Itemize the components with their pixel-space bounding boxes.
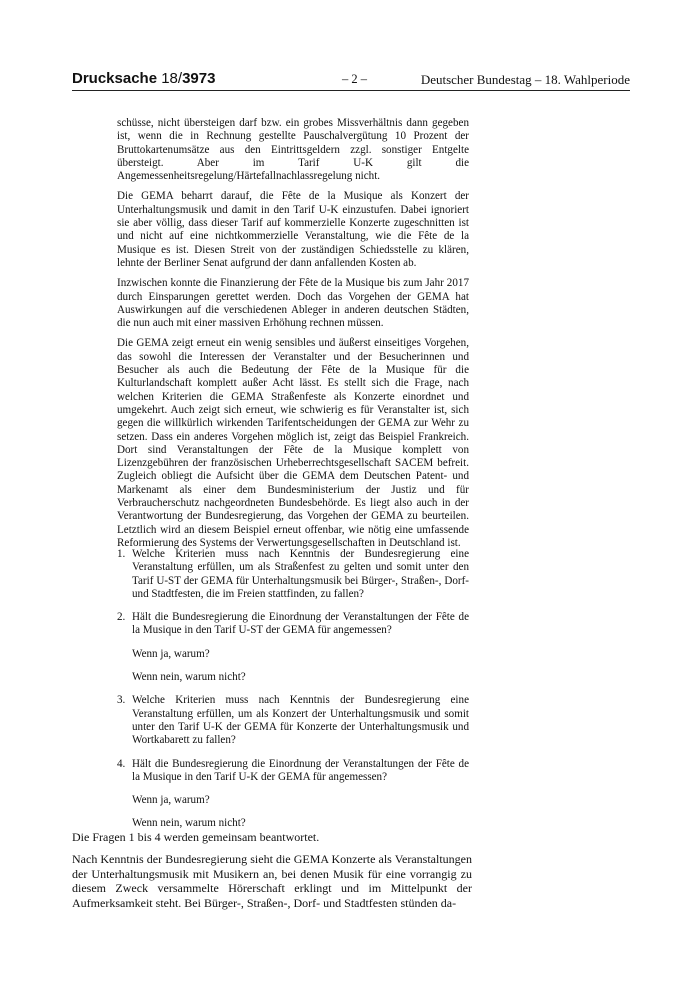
- answer-section: [72, 830, 472, 918]
- answer-intro: Die Fragen 1 bis 4 werden gemeinsam beantwortet.: [72, 830, 320, 844]
- question-1: 1. Welche Kriterien muss nach Kenntnis der Bundesregierung eine Veranstaltung erfüllen, um als Straßenfest zu gelten und somit unter den Tarif U-ST der GEMA für Unterhaltungsmusik bei Bürger-, Straßen-, Dorf- und Stadtfesten, die im Freien stattfinden, zu fallen?: [117, 548, 469, 600]
- question-4-yes: Wenn ja, warum?: [132, 794, 210, 807]
- document-number: Drucksache 18/3973: [72, 70, 216, 87]
- answer-text: Nach Kenntnis der Bundesregierung sieht die GEMA Konzerte als Veranstaltungen der Unterhaltungsmusik mit Musikern an, bei denen Musik für eine vorrangig zu diesem Zweck versammelte Hörerschaft erklingt und im Mittelpunkt der Aufmerksamkeit steht. Bei Bürger-, Straßen-, Dorf- und Stadtfesten stünden da-: [72, 852, 472, 910]
- header-rule: [72, 90, 630, 91]
- paragraph: Die GEMA zeigt erneut ein wenig sensibles und äußerst einseitiges Vorgehen, das sowohl die Interessen der Veranstalter und der Besucherinnen und Besucher als auch die Bedeutung der Fête de la Musique für die Kulturlandschaft komplett außer Acht lässt. Es stellt sich die Frage, nach welchen Kriterien die GEMA Straßenfeste als Konzerte einordnet und umgekehrt. Auch zeigt sich erneut, wie schwierig es für Veranstalter ist, sich gegen die willkürlich wirkenden Tarifentscheidungen der GEMA zur Wehr zu setzen. Dass ein anderes Vorgehen möglich ist, zeigt das Beispiel Frankreich. Dort sind Veranstaltungen der Fête de la Musique komplett von Lizenzgebühren der französischen Urheberrechtsgesellschaft SACEM befreit. Zugleich obliegt die Aufsicht über die GEMA dem Deutschen Patent- und Markenamt als einer dem Bundesministerium der Justiz und für Verbraucherschutz nachgeordneten Bundesbehörde. Es liegt also auch in der Verantwortung der Bundesregierung, das Vorgehen der GEMA zu beurteilen. Letztlich wird an diesem Beispiel erneut offenbar, wie nötig eine umfassende Reformierung des Systems der Verwertungsgesellschaften in Deutschland ist.: [117, 337, 469, 549]
- question-2: 2. Hält die Bundesregierung die Einordnung der Veranstaltungen der Fête de la Musique in den Tarif U-ST der GEMA für angemessen?: [117, 611, 469, 637]
- preamble-text: [117, 117, 469, 557]
- question-2-no: Wenn nein, warum nicht?: [132, 671, 246, 684]
- paragraph: schüsse, nicht übersteigen darf bzw. ein grobes Missverhältnis dann gegeben ist, wenn die in Rechnung gestellte Pauschalvergütung 10 Prozent der Bruttokartenumsätze aus den Eintrittsgeldern zzgl. sonstiger Entgelte übersteigt. Aber im Tarif U-K gilt die Angemessenheitsregelung/Härtefallnachlassregelung nicht.: [117, 117, 469, 183]
- question-2-yes: Wenn ja, warum?: [132, 647, 210, 660]
- question-3: 3. Welche Kriterien muss nach Kenntnis der Bundesregierung eine Veranstaltung erfüllen, um als Konzert der Unterhaltungsmusik und somit unter den Tarif U-K der GEMA für Konzerte der Unterhaltungsmusik und Wortkabarett zu fallen?: [117, 694, 469, 747]
- paragraph: Die GEMA beharrt darauf, die Fête de la Musique als Konzert der Unterhaltungsmusik und damit in den Tarif U-K einzustufen. Dabei ignoriert sie aber völlig, dass dieser Tarif auf kommerzielle Konzerte zugeschnitten ist und nicht auf eine nichtkommerzielle Veranstaltung, wie die Fête de la Musique es ist. Diesen Streit von der zuständigen Schiedsstelle zu klären, lehnte der Berliner Senat aufgrund der dann anfallenden Kosten ab.: [117, 190, 469, 269]
- question-4: 4. Hält die Bundesregierung die Einordnung der Veranstaltungen der Fête de la Musique in den Tarif U-K der GEMA für angemessen?: [117, 757, 469, 783]
- question-list: [117, 548, 469, 841]
- page-header: [72, 68, 630, 90]
- paragraph: Inzwischen konnte die Finanzierung der Fête de la Musique bis zum Jahr 2017 durch Einsparungen gerettet werden. Doch das Vorgehen der GEMA hat Auswirkungen auf die verschiedenen Ableger in anderen deutschen Städten, die nun auch mit einer massiven Erhöhung rechnen müssen.: [117, 277, 469, 330]
- page-number: – 2 –: [342, 72, 367, 86]
- header-publisher: Deutscher Bundestag – 18. Wahlperiode: [420, 72, 630, 87]
- question-4-no: Wenn nein, warum nicht?: [132, 817, 246, 830]
